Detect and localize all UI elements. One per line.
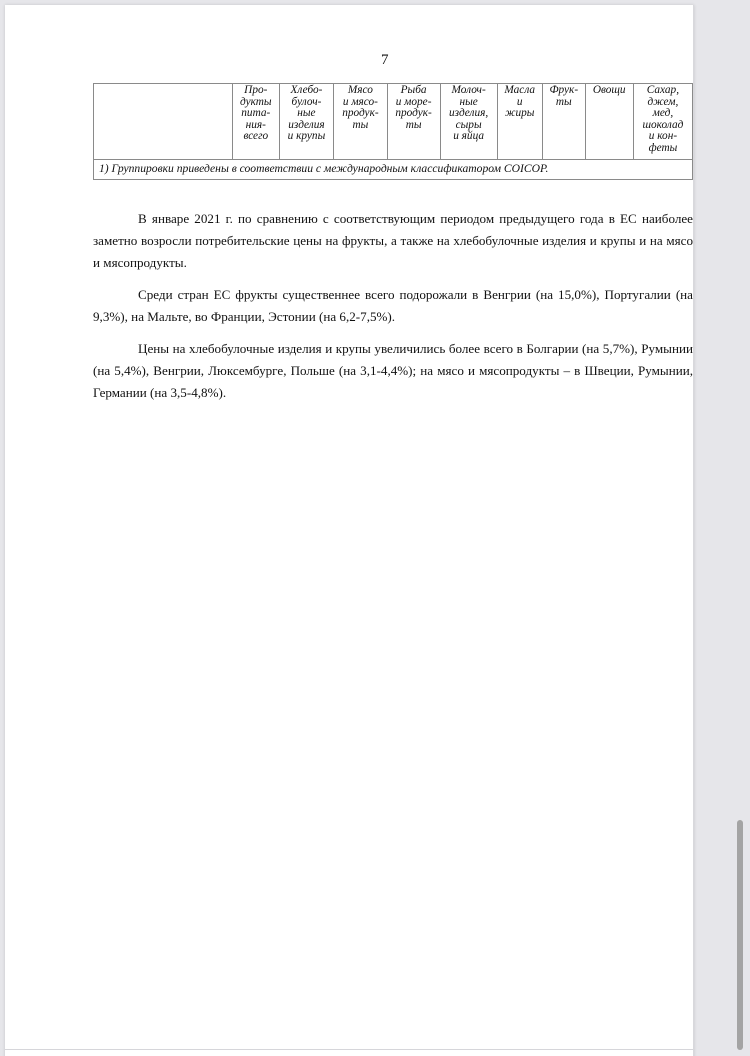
column-header-meat: Мясо и мясо- продук- ты [334, 84, 387, 160]
table-footnote-row [94, 160, 693, 180]
table-stub-cell [94, 84, 233, 160]
column-header-bread-cereals: Хлебо- булоч- ные изделия и крупы [279, 84, 334, 160]
page-edge [5, 1049, 693, 1050]
paragraph: Среди стран ЕС фрукты существеннее всего подорожали в Венгрии (на 15,0%), Португалии (на 9,3%), на Мальте, во Франции, Эстонии (на 6,2-7,5%). [93, 287, 693, 324]
paragraph: Цены на хлебобулочные изделия и крупы увеличились более всего в Болгарии (на 5,7%), Румынии (на 5,4%), Венгрии, Люксембурге, Польше (на 3,1-4,4%); на мясо и мясопродукты – в Швеции, Румынии, Германии (на 3,5-4,8%). [93, 341, 693, 400]
table-header-row [94, 84, 693, 160]
column-header-dairy: Молоч- ные изделия, сыры и яйца [440, 84, 497, 160]
column-header-oils: Масла и жиры [497, 84, 542, 160]
table-footnote: 1) Группировки приведены в соответствии с международным классификатором COICOP. [94, 160, 693, 180]
column-header-vegetables: Овощи [585, 84, 633, 160]
body-text [93, 208, 693, 414]
column-header-fish: Рыба и море- продук- ты [387, 84, 440, 160]
page-number: 7 [381, 52, 389, 68]
category-header-table [93, 83, 693, 180]
scrollbar-thumb[interactable] [737, 820, 743, 1050]
column-header-sugar: Сахар, джем, мед, шоколад и кон- феты [633, 84, 692, 160]
column-header-food-total: Про- дукты пита- ния- всего [233, 84, 280, 160]
column-header-fruits: Фрук- ты [542, 84, 585, 160]
paragraph: В январе 2021 г. по сравнению с соответствующим периодом предыдущего года в ЕС наиболее заметно возросли потребительские цены на фрукты, а также на хлебобулочные изделия и крупы и на мясо и мясопродукты. [93, 211, 693, 270]
